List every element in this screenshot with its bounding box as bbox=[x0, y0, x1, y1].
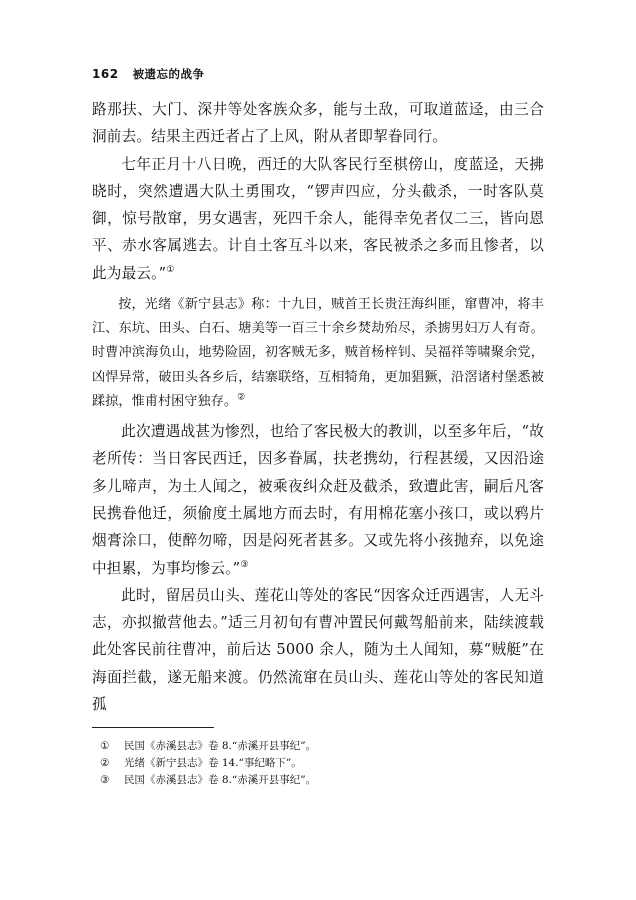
footnote-divider bbox=[92, 727, 214, 728]
footnote-mark: ① bbox=[100, 740, 110, 752]
footnote-text: 民国《赤溪县志》卷 8.“赤溪开县事纪”。 bbox=[124, 740, 317, 752]
running-head bbox=[92, 66, 205, 82]
block-quote-text: 按，光绪《新宁县志》称：十九日，贼首王长贵汪海纠匪，窜曹冲，将丰江、东坑、田头、白石、塘美等一百三十余乡焚劫殆尽，杀掳男妇万人有奇。时曹冲滨海负山，地势险固，初客贼无多，贼首杨梓钊、吴福祥等啸聚余党，凶悍异常，破田头各乡后，结寨联络，互相犄角，更加猖獗，沿滘诸村堡悉被蹂掠，惟甫村困守独存。 bbox=[92, 297, 544, 409]
paragraph-2-text: 七年正月十八日晚，西迁的大队客民行至棋傍山，度蓝迳，天拂晓时，突然遭遇大队土勇围攻，“锣声四应，分头截杀，一时客队莫御，惊号散窜，男女遇害，死四千余人，能得幸免者仅二三，皆向恩平、赤水客属逃去。计自土客互斗以来，客民被杀之多而且惨者，以此为最云。” bbox=[92, 155, 544, 282]
page-number: 162 bbox=[92, 67, 119, 81]
footnote-2 bbox=[92, 755, 316, 772]
paragraph-1-text: 路那扶、大门、深井等处客族众多，能与土敌，可取道蓝迳，由三合洞前去。结果主西迁者占了上风，附从者即挈眷同行。 bbox=[92, 101, 544, 146]
paragraph-2 bbox=[92, 151, 544, 287]
footnote-ref-3: ③ bbox=[240, 559, 249, 570]
footnote-mark: ③ bbox=[100, 774, 110, 786]
paragraph-3-text: 此次遭遇战甚为惨烈，也给了客民极大的教训，以至多年后，“故老所传：当日客民西迁，因多眷属，扶老携幼，行程甚缓，又因沿途多儿啼声，为土人闻之，被乘夜纠众赶及截杀，致遭此害，嗣后凡客民携眷他迁，须偷度土属地方而去时，有用棉花塞小孩口，或以鸦片烟膏涂口，使醉勿啼，因是闷死者甚多。又或先将小孩抛弃，以免途中担累，为事均惨云。” bbox=[92, 423, 544, 577]
paragraph-4 bbox=[92, 582, 544, 718]
footnote-ref-2: ② bbox=[237, 392, 246, 403]
block-quote bbox=[92, 293, 544, 414]
paragraph-1 bbox=[92, 96, 544, 151]
footnote-3 bbox=[92, 772, 316, 789]
book-title: 被遗忘的战争 bbox=[132, 67, 205, 81]
paragraph-4-text: 此时，留居员山头、莲花山等处的客民“因客众迁西遇害，人无斗志，亦拟撤营他去。”适三月初旬有曹冲置民何戴驾船前来，陆续渡载此处客民前往曹冲，前后达 5000 余人，随为土人闻知，募“贼艇”在海面拦截，遂无船来渡。仍然流窜在员山头、莲花山等处的客民知道孤 bbox=[92, 586, 544, 714]
body-text bbox=[92, 96, 544, 718]
footnote-text: 民国《赤溪县志》卷 8.“赤溪开县事纪”。 bbox=[124, 774, 317, 786]
footnote-1 bbox=[92, 738, 316, 755]
footnote-text: 光绪《新宁县志》卷 14.“事纪略下”。 bbox=[124, 757, 302, 769]
footnote-ref-1: ① bbox=[166, 264, 175, 275]
paragraph-3 bbox=[92, 418, 544, 582]
footnote-mark: ② bbox=[100, 757, 110, 769]
footnotes bbox=[92, 738, 316, 789]
